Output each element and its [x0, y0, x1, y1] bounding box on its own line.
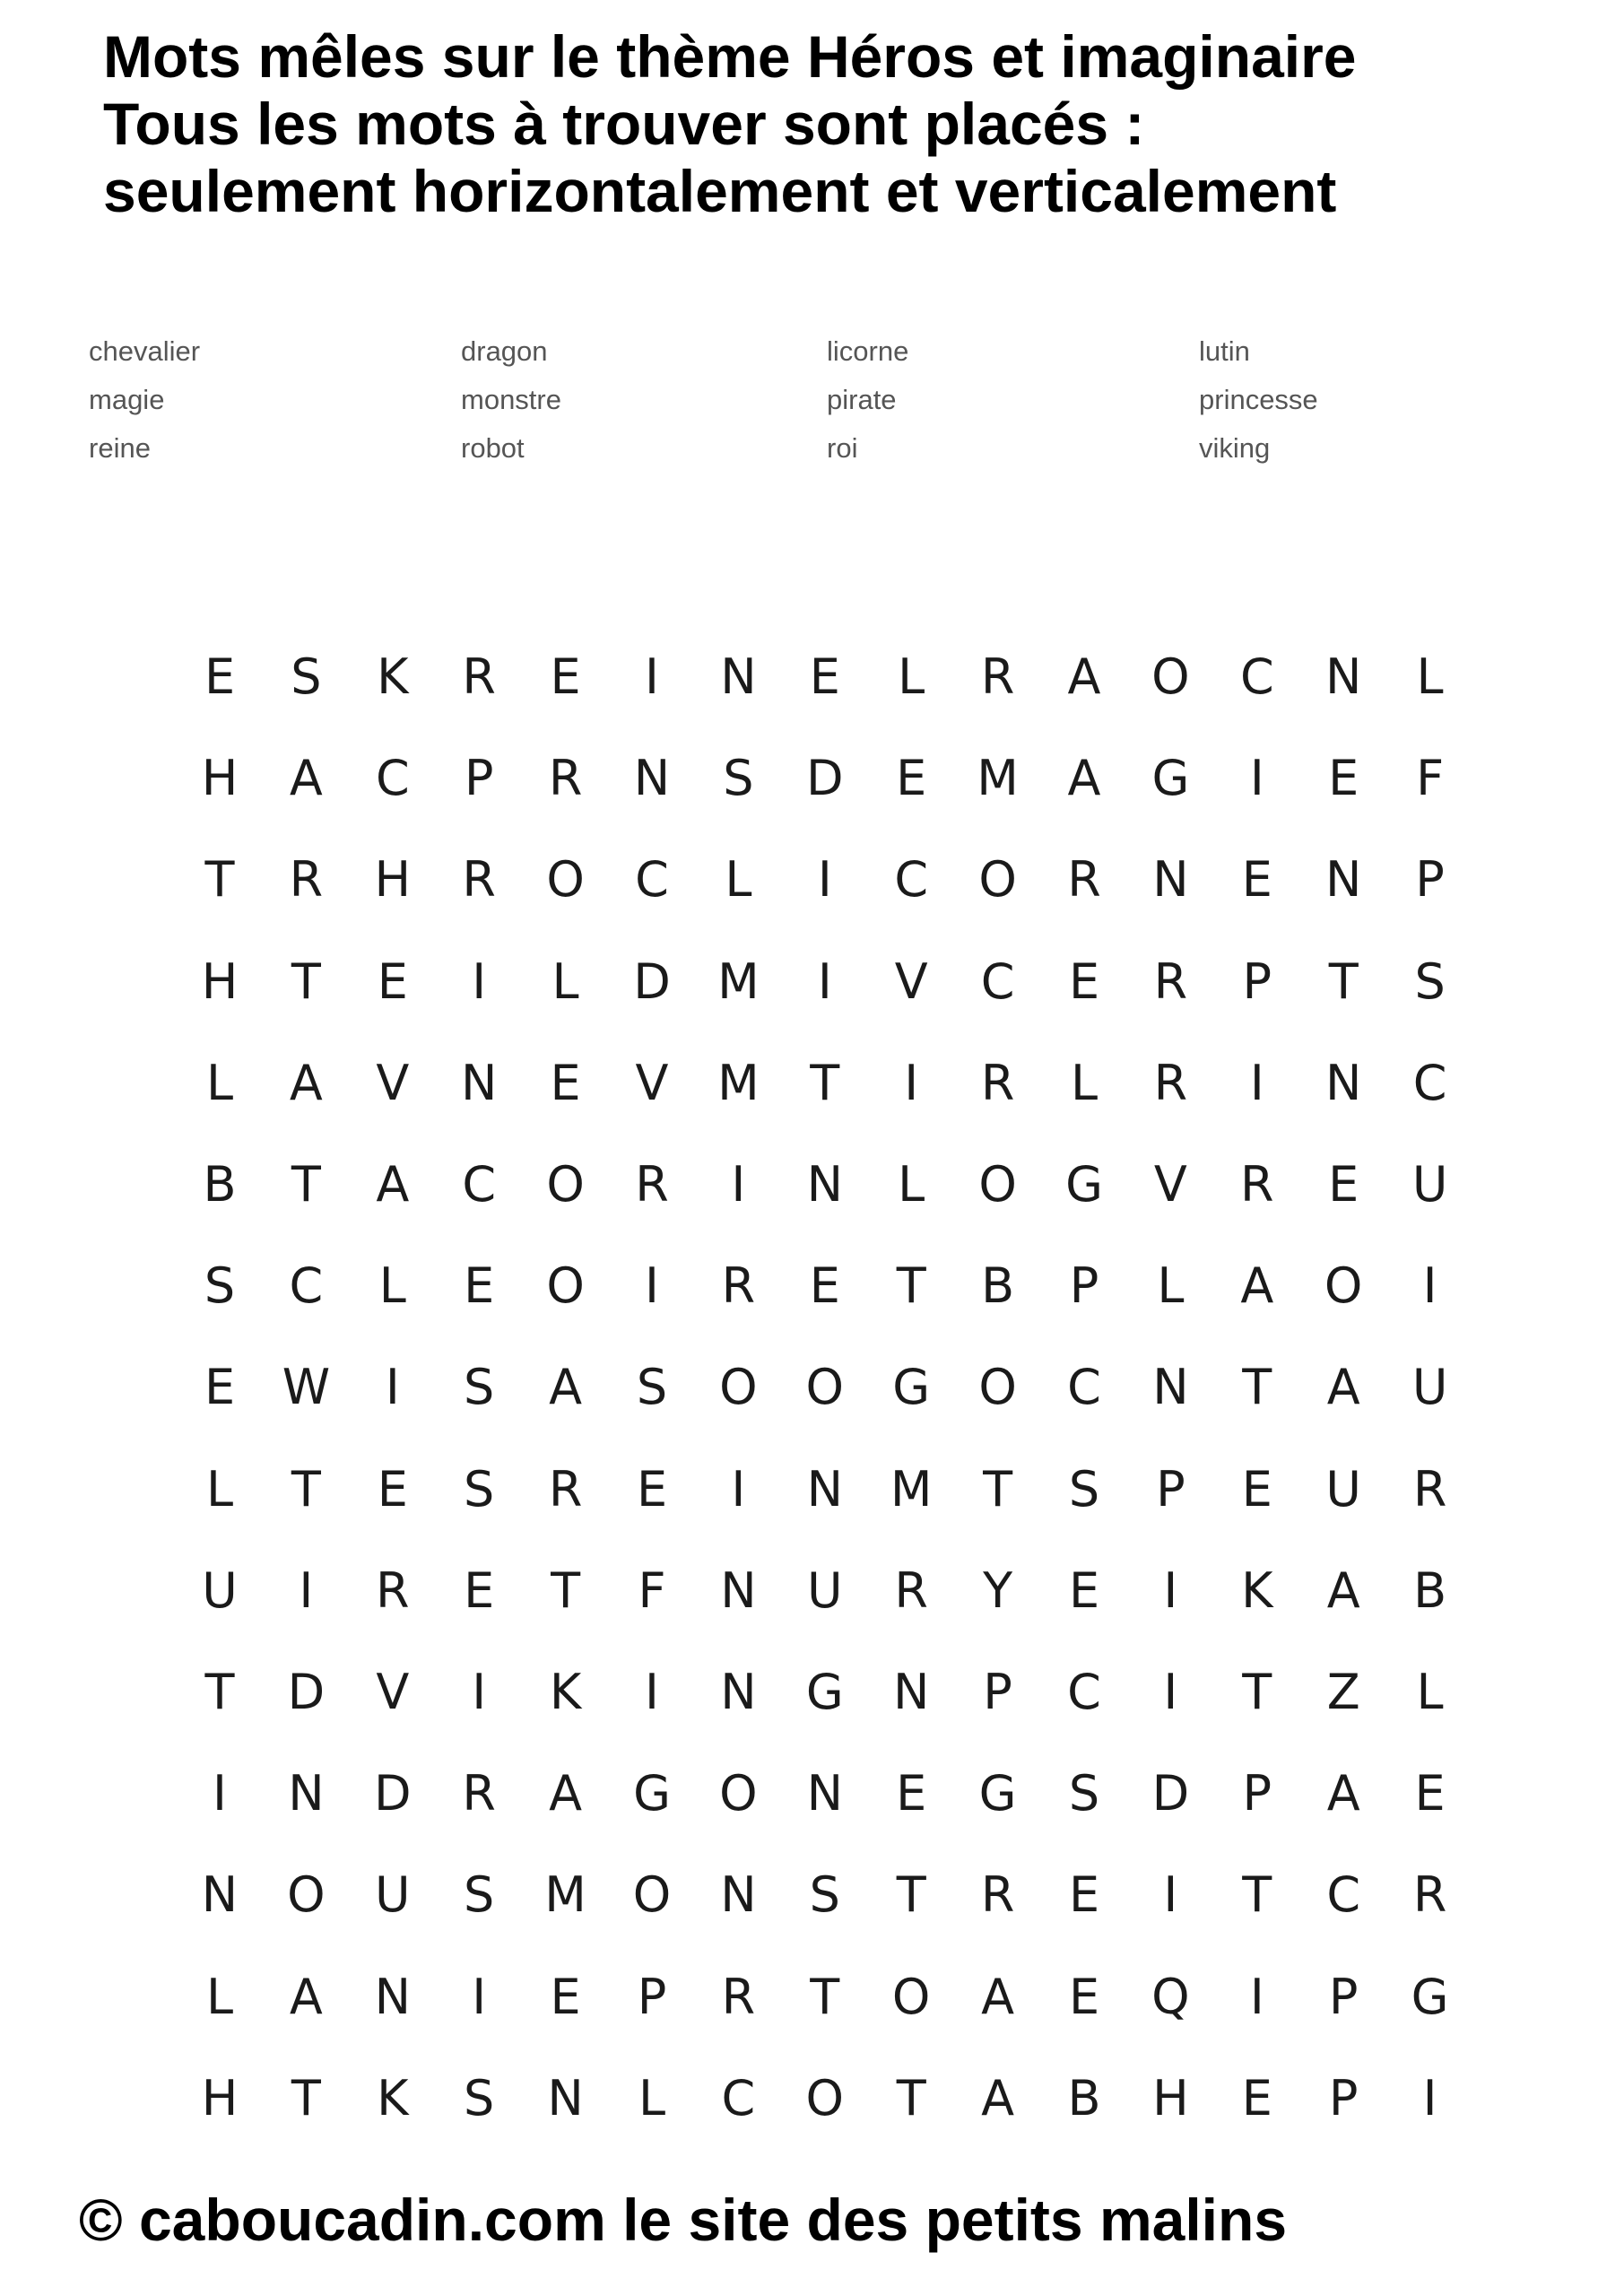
grid-letter[interactable]: I	[904, 1054, 919, 1111]
grid-letter[interactable]: R	[721, 1968, 756, 2025]
grid-letter[interactable]: L	[205, 1460, 234, 1518]
grid-letter[interactable]: E	[1241, 1460, 1272, 1518]
grid-letter[interactable]: T	[204, 1664, 235, 1720]
copyright-footer: © caboucadin.com le site des petits malins	[79, 2187, 1288, 2253]
grid-letter[interactable]: A	[376, 1156, 410, 1213]
grid-letter[interactable]: S	[464, 1359, 495, 1416]
grid-letter[interactable]: O	[632, 1866, 672, 1924]
grid-letter[interactable]: N	[720, 1561, 757, 1619]
grid-letter[interactable]: T	[1242, 1359, 1272, 1416]
grid-letter[interactable]: N	[201, 1866, 239, 1924]
grid-letter[interactable]: B	[203, 1156, 237, 1213]
grid-letter[interactable]: I	[1422, 1257, 1437, 1315]
word-list-item: chevalier	[89, 335, 201, 367]
grid-letter[interactable]: T	[896, 1257, 926, 1315]
grid-letter[interactable]: C	[1067, 1359, 1101, 1416]
grid-letter[interactable]: G	[1151, 750, 1190, 807]
grid-letter[interactable]: N	[806, 1460, 843, 1518]
grid-letter[interactable]: T	[896, 1866, 926, 1924]
grid-letter[interactable]: P	[1156, 1460, 1185, 1518]
grid-letter[interactable]: H	[1152, 2069, 1189, 2126]
grid-letter[interactable]: L	[378, 1257, 406, 1315]
grid-letter[interactable]: A	[549, 1765, 583, 1822]
word-list-item: magie	[89, 384, 165, 415]
grid-letter[interactable]: R	[635, 1156, 669, 1213]
grid-letter[interactable]: T	[810, 1054, 840, 1111]
grid-letter[interactable]: R	[462, 648, 496, 705]
grid-letter[interactable]: R	[980, 1866, 1015, 1924]
grid-letter[interactable]: U	[202, 1561, 238, 1619]
grid-letter[interactable]: O	[546, 851, 585, 909]
grid-letter[interactable]: R	[289, 851, 324, 909]
grid-letter[interactable]: S	[464, 1866, 495, 1924]
grid-letter[interactable]: L	[205, 1054, 234, 1111]
grid-letter[interactable]: M	[717, 952, 760, 1010]
grid-letter[interactable]: I	[645, 648, 659, 705]
grid-letter[interactable]: P	[1242, 952, 1272, 1010]
grid-letter[interactable]: T	[551, 1561, 581, 1619]
grid-letter[interactable]: N	[633, 750, 671, 807]
grid-letter[interactable]: E	[809, 648, 840, 705]
grid-letter[interactable]: O	[805, 2069, 845, 2126]
grid-letter[interactable]: I	[472, 1664, 487, 1720]
grid-letter[interactable]: L	[898, 1156, 925, 1213]
grid-letter[interactable]: N	[288, 1765, 325, 1822]
grid-letter[interactable]: N	[1152, 851, 1189, 909]
grid-letter[interactable]: A	[1067, 750, 1101, 807]
grid-letter[interactable]: E	[1068, 1561, 1100, 1619]
grid-letter[interactable]: C	[375, 750, 410, 807]
grid-letter[interactable]: E	[550, 1054, 581, 1111]
grid-letter[interactable]: I	[731, 1156, 746, 1213]
grid-letter[interactable]: W	[282, 1359, 331, 1416]
grid-letter[interactable]: B	[1067, 2069, 1101, 2126]
grid-letter[interactable]: N	[720, 1866, 757, 1924]
grid-letter[interactable]: N	[374, 1968, 411, 2025]
grid-letter[interactable]: I	[472, 952, 487, 1010]
word-list-item: licorne	[827, 335, 909, 367]
letter-grid	[175, 641, 1457, 2166]
grid-letter[interactable]: H	[201, 2069, 239, 2126]
grid-letter[interactable]: K	[377, 648, 409, 705]
grid-letter[interactable]: L	[1157, 1257, 1185, 1315]
grid-letter[interactable]: C	[721, 2069, 756, 2126]
grid-letter[interactable]: P	[637, 1968, 667, 2025]
grid-letter[interactable]: P	[1328, 1968, 1359, 2025]
grid-letter[interactable]: F	[638, 1561, 666, 1619]
grid-letter[interactable]: C	[1239, 648, 1274, 705]
grid-letter[interactable]: E	[896, 1765, 927, 1822]
grid-letter[interactable]: C	[462, 1156, 497, 1213]
grid-letter[interactable]: I	[1249, 1968, 1264, 2025]
grid-letter[interactable]: I	[817, 952, 832, 1010]
grid-letter[interactable]: A	[1326, 1359, 1360, 1416]
grid-letter[interactable]: I	[1249, 750, 1264, 807]
grid-letter[interactable]: N	[1324, 1054, 1362, 1111]
grid-letter[interactable]: E	[809, 1257, 840, 1315]
grid-letter[interactable]: E	[204, 648, 236, 705]
grid-letter[interactable]: R	[1153, 952, 1188, 1010]
grid-letter[interactable]: A	[289, 750, 323, 807]
grid-letter[interactable]: R	[980, 1054, 1015, 1111]
grid-letter[interactable]: A	[289, 1054, 323, 1111]
grid-letter[interactable]: M	[544, 1866, 586, 1924]
grid-letter[interactable]: R	[1412, 1460, 1447, 1518]
grid-letter[interactable]: I	[1422, 2069, 1437, 2126]
title-line-3: seulement horizontalement et verticalement	[103, 158, 1337, 224]
grid-letter[interactable]: G	[805, 1664, 844, 1720]
grid-letter[interactable]: G	[1065, 1156, 1103, 1213]
grid-letter[interactable]: E	[896, 750, 927, 807]
grid-letter[interactable]: C	[1067, 1664, 1101, 1720]
grid-letter[interactable]: E	[550, 648, 581, 705]
grid-letter[interactable]: N	[460, 1054, 498, 1111]
grid-letter[interactable]: O	[978, 1156, 1017, 1213]
grid-letter[interactable]: O	[546, 1257, 585, 1315]
grid-letter[interactable]: T	[1242, 1866, 1272, 1924]
word-list-item: pirate	[827, 384, 897, 415]
grid-letter[interactable]: E	[636, 1460, 668, 1518]
grid-letter[interactable]: M	[717, 1054, 760, 1111]
page-title	[103, 23, 1592, 225]
grid-letter[interactable]: T	[983, 1460, 1013, 1518]
grid-letter[interactable]: S	[1068, 1765, 1100, 1822]
grid-letter[interactable]: O	[1151, 648, 1190, 705]
grid-letter[interactable]: P	[1415, 851, 1445, 909]
grid-letter[interactable]: H	[374, 851, 412, 909]
grid-letter[interactable]: R	[980, 648, 1015, 705]
word-list	[89, 334, 1452, 486]
grid-letter[interactable]: N	[720, 648, 757, 705]
grid-letter[interactable]: N	[806, 1765, 843, 1822]
grid-letter[interactable]: I	[817, 851, 832, 909]
grid-letter[interactable]: H	[201, 952, 239, 1010]
grid-letter[interactable]: I	[1163, 1866, 1178, 1924]
grid-letter[interactable]: T	[1328, 952, 1359, 1010]
grid-letter[interactable]: E	[204, 1359, 236, 1416]
grid-letter[interactable]: D	[287, 1664, 326, 1720]
grid-letter[interactable]: S	[204, 1257, 236, 1315]
grid-letter[interactable]: P	[1328, 2069, 1359, 2126]
grid-letter[interactable]: V	[376, 1054, 410, 1111]
title-line-1: Mots mêles sur le thème Héros et imaginaire	[103, 23, 1357, 90]
grid-letter[interactable]: P	[1069, 1257, 1099, 1315]
grid-letter[interactable]: D	[633, 952, 671, 1010]
word-list-item: dragon	[461, 335, 548, 367]
word-list-item: viking	[1199, 432, 1271, 464]
grid-letter[interactable]: R	[462, 1765, 496, 1822]
grid-letter[interactable]: E	[550, 1968, 581, 2025]
grid-letter[interactable]: O	[719, 1765, 758, 1822]
grid-letter[interactable]: E	[1328, 1156, 1359, 1213]
grid-letter[interactable]: I	[213, 1765, 227, 1822]
grid-letter[interactable]: A	[1067, 648, 1101, 705]
grid-letter[interactable]: N	[892, 1664, 930, 1720]
grid-letter[interactable]: I	[1163, 1561, 1178, 1619]
grid-letter[interactable]: S	[1068, 1460, 1100, 1518]
grid-letter[interactable]: Q	[1151, 1968, 1190, 2025]
grid-letter[interactable]: T	[204, 851, 235, 909]
grid-letter[interactable]: B	[1413, 1561, 1447, 1619]
grid-letter[interactable]: C	[635, 851, 669, 909]
grid-letter[interactable]: G	[633, 1765, 671, 1822]
grid-letter[interactable]: R	[1412, 1866, 1447, 1924]
grid-letter[interactable]: B	[981, 1257, 1015, 1315]
grid-letter[interactable]: R	[894, 1561, 928, 1619]
grid-letter[interactable]: R	[1240, 1156, 1274, 1213]
grid-letter[interactable]: E	[377, 1460, 408, 1518]
grid-letter[interactable]: D	[806, 750, 844, 807]
grid-letter[interactable]: R	[548, 750, 583, 807]
grid-letter[interactable]: U	[1325, 1460, 1361, 1518]
grid-letter[interactable]: O	[978, 1359, 1017, 1416]
grid-letter[interactable]: T	[896, 2069, 926, 2126]
grid-letter[interactable]: R	[721, 1257, 756, 1315]
grid-letter[interactable]: D	[1151, 1765, 1190, 1822]
grid-letter[interactable]: I	[645, 1664, 659, 1720]
grid-letter[interactable]: L	[638, 2069, 666, 2126]
grid-letter[interactable]: V	[376, 1664, 410, 1720]
grid-letter[interactable]: K	[377, 2069, 409, 2126]
grid-letter[interactable]: O	[805, 1359, 845, 1416]
grid-letter[interactable]: S	[809, 1866, 840, 1924]
grid-letter[interactable]: G	[892, 1359, 931, 1416]
grid-letter[interactable]: E	[1414, 1765, 1446, 1822]
grid-letter[interactable]: H	[201, 750, 239, 807]
grid-letter[interactable]: L	[551, 952, 579, 1010]
word-list-item: reine	[89, 432, 151, 464]
word-list-item: robot	[461, 432, 525, 464]
word-list-item: monstre	[461, 384, 561, 415]
grid-letter[interactable]: I	[472, 1968, 487, 2025]
grid-letter[interactable]: M	[977, 750, 1019, 807]
grid-letter[interactable]: G	[978, 1765, 1017, 1822]
grid-letter[interactable]: I	[645, 1257, 659, 1315]
grid-letter[interactable]: E	[1241, 851, 1272, 909]
grid-letter[interactable]: S	[291, 648, 322, 705]
grid-letter[interactable]: U	[375, 1866, 411, 1924]
grid-letter[interactable]: L	[1070, 1054, 1099, 1111]
grid-letter[interactable]: I	[731, 1460, 746, 1518]
grid-letter[interactable]: V	[1153, 1156, 1187, 1213]
grid-letter[interactable]: K	[1241, 1561, 1273, 1619]
grid-letter[interactable]: O	[978, 851, 1017, 909]
grid-letter[interactable]: U	[807, 1561, 843, 1619]
grid-letter[interactable]: P	[983, 1664, 1012, 1720]
grid-letter[interactable]: N	[1324, 851, 1362, 909]
grid-letter[interactable]: G	[1411, 1968, 1449, 2025]
grid-letter[interactable]: L	[725, 851, 752, 909]
grid-letter[interactable]: T	[291, 1460, 321, 1518]
grid-letter[interactable]: E	[1241, 2069, 1272, 2126]
grid-letter[interactable]: R	[376, 1561, 410, 1619]
grid-letter[interactable]: O	[891, 1968, 931, 2025]
grid-letter[interactable]: C	[1326, 1866, 1361, 1924]
grid-letter[interactable]: T	[810, 1968, 840, 2025]
grid-letter[interactable]: F	[1416, 750, 1445, 807]
grid-letter[interactable]: V	[635, 1054, 669, 1111]
grid-letter[interactable]: N	[720, 1664, 757, 1720]
word-list-item: roi	[827, 432, 858, 464]
grid-letter[interactable]: P	[464, 750, 494, 807]
grid-letter[interactable]: S	[636, 1359, 668, 1416]
grid-letter[interactable]: A	[289, 1968, 323, 2025]
grid-letter[interactable]: E	[1328, 750, 1359, 807]
grid-letter[interactable]: A	[1326, 1765, 1360, 1822]
grid-letter[interactable]: O	[1324, 1257, 1363, 1315]
grid-letter[interactable]: L	[1416, 1664, 1444, 1720]
title-line-2: Tous les mots à trouver sont placés :	[103, 91, 1145, 157]
word-list-item: princesse	[1199, 384, 1318, 415]
grid-letter[interactable]: T	[291, 1156, 321, 1213]
grid-letter[interactable]: E	[377, 952, 408, 1010]
grid-letter[interactable]: N	[1152, 1359, 1189, 1416]
grid-letter[interactable]: T	[291, 952, 321, 1010]
grid-letter[interactable]: E	[1068, 952, 1100, 1010]
grid-letter[interactable]: Y	[983, 1561, 1013, 1619]
grid-letter[interactable]: I	[299, 1561, 314, 1619]
grid-letter[interactable]: M	[890, 1460, 933, 1518]
grid-letter[interactable]: U	[1411, 1156, 1448, 1213]
grid-letter[interactable]: R	[1067, 851, 1101, 909]
grid-letter[interactable]: N	[806, 1156, 843, 1213]
grid-letter[interactable]: K	[549, 1664, 582, 1720]
grid-letter[interactable]: O	[719, 1359, 758, 1416]
grid-letter[interactable]: S	[464, 2069, 495, 2126]
grid-letter[interactable]: E	[464, 1257, 495, 1315]
grid-letter[interactable]: A	[981, 2069, 1015, 2126]
grid-letter[interactable]: L	[898, 648, 925, 705]
grid-letter[interactable]: I	[1249, 1054, 1264, 1111]
grid-letter[interactable]: N	[1324, 648, 1362, 705]
grid-letter[interactable]: A	[1326, 1561, 1360, 1619]
grid-letter[interactable]: I	[1163, 1664, 1178, 1720]
grid-letter[interactable]: P	[1242, 1765, 1272, 1822]
grid-letter[interactable]: A	[1240, 1257, 1274, 1315]
grid-letter[interactable]: R	[548, 1460, 583, 1518]
grid-letter[interactable]: O	[287, 1866, 326, 1924]
word-list-item: lutin	[1199, 335, 1250, 367]
grid-letter[interactable]: C	[289, 1257, 324, 1315]
grid-letter[interactable]: E	[464, 1561, 495, 1619]
grid-letter[interactable]: A	[549, 1359, 583, 1416]
grid-letter[interactable]: R	[1153, 1054, 1188, 1111]
grid-letter[interactable]: Z	[1326, 1664, 1360, 1720]
grid-letter[interactable]: S	[1414, 952, 1446, 1010]
grid-letter[interactable]: R	[462, 851, 496, 909]
grid-letter[interactable]: V	[894, 952, 928, 1010]
grid-letter[interactable]: D	[374, 1765, 412, 1822]
grid-letter[interactable]: N	[547, 2069, 584, 2126]
grid-letter[interactable]: L	[1416, 648, 1444, 705]
grid-letter[interactable]: E	[1068, 1968, 1100, 2025]
grid-letter[interactable]: E	[1068, 1866, 1100, 1924]
grid-letter[interactable]: S	[723, 750, 754, 807]
grid-letter[interactable]: U	[1411, 1359, 1448, 1416]
grid-letter[interactable]: C	[1412, 1054, 1447, 1111]
grid-letter[interactable]: T	[291, 2069, 321, 2126]
grid-letter[interactable]: C	[894, 851, 929, 909]
grid-letter[interactable]: T	[1242, 1664, 1272, 1720]
grid-letter[interactable]: I	[385, 1359, 400, 1416]
grid-letter[interactable]: S	[464, 1460, 495, 1518]
grid-letter[interactable]: O	[546, 1156, 585, 1213]
grid-letter[interactable]: C	[980, 952, 1015, 1010]
grid-letter[interactable]: A	[981, 1968, 1015, 2025]
grid-letter[interactable]: L	[205, 1968, 234, 2025]
